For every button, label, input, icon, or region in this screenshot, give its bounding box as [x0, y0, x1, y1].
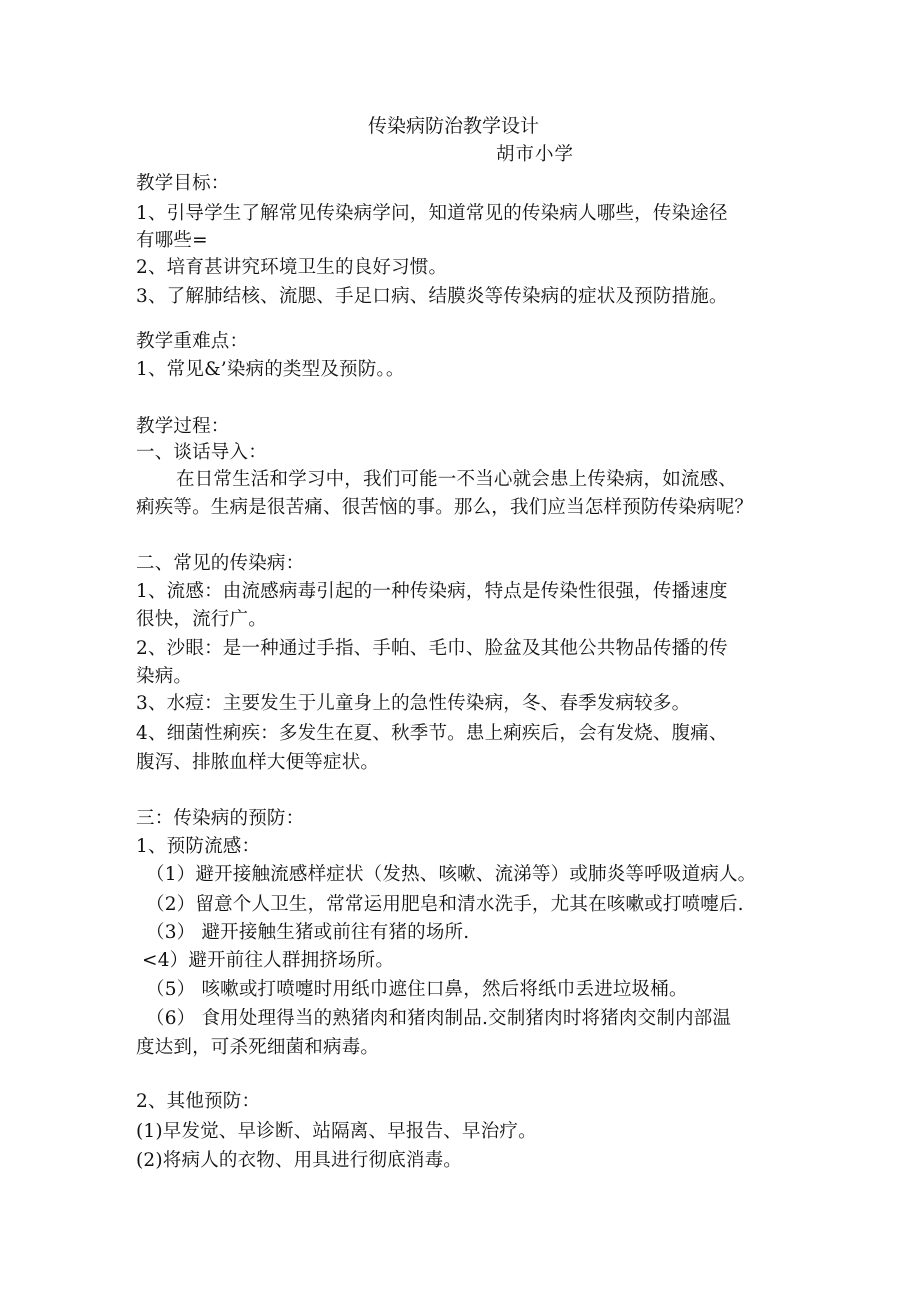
- prevention-2-item-2: (2)将病人的衣物、用具进行彻底消毒。: [136, 1150, 463, 1171]
- prevention-1-item-4: <4）避开前往人群拥挤场所。: [142, 950, 395, 971]
- intro-paragraph-line-2: 痢疾等。生病是很苦痛、很苦恼的事。那么，我们应当怎样预防传染病呢？: [136, 497, 754, 518]
- disease-2-line-1: 2、沙眼：是一种通过手指、手帕、毛巾、脸盆及其他公共物品传播的传: [136, 638, 728, 659]
- intro-paragraph-line-1: 在日常生活和学习中，我们可能一不当心就会患上传染病，如流感、: [176, 469, 738, 490]
- prevention-1-item-2: （2）留意个人卫生，常常运用肥皂和清水洗手，尤其在咳嗽或打喷嚏后.: [146, 894, 744, 915]
- prevention-2-heading: 2、其他预防：: [136, 1091, 261, 1112]
- school-name: 胡市小学: [496, 144, 575, 165]
- heading-teaching-process: 教学过程：: [136, 416, 230, 437]
- heading-key-points: 教学重难点：: [136, 331, 249, 352]
- disease-2-line-2: 染病。: [136, 666, 193, 687]
- disease-1-line-2: 很快，流行广。: [136, 609, 267, 630]
- prevention-1-heading: 1、预防流感：: [136, 836, 261, 857]
- prevention-1-item-6-line-2: 度达到，可杀死细菌和病毒。: [136, 1037, 380, 1058]
- prevention-1-item-5: （5） 咳嗽或打喷嚏时用纸巾遮住口鼻，然后将纸巾丢进垃圾桶。: [146, 979, 688, 1000]
- prevention-2-item-1: (1)早发觉、早诊断、站隔离、早报告、早治疗。: [136, 1121, 537, 1142]
- prevention-1-item-3: （3） 避开接触生猪或前往有猪的场所.: [146, 922, 470, 943]
- disease-4-line-2: 腹泻、排脓血样大便等症状。: [136, 752, 380, 773]
- disease-3: 3、水痘：主要发生于儿童身上的急性传染病，冬、春季发病较多。: [136, 693, 691, 714]
- goal-1-line-2: 有哪些=: [136, 230, 208, 251]
- disease-4-line-1: 4、细菌性痢疾：多发生在夏、秋季节。患上痢疾后，会有发烧、腹痛、: [136, 723, 728, 744]
- document-title: 传染病防治教学设计: [368, 115, 540, 137]
- section-3-heading: 三：传染病的预防：: [136, 808, 305, 829]
- prevention-1-item-6-line-1: （6） 食用处理得当的熟猪肉和猪肉制品.交制猪肉时将猪肉交制内部温: [146, 1008, 732, 1029]
- key-point-1: 1、常见&’染病的类型及预防。。: [136, 359, 405, 380]
- prevention-1-item-1: （1）避开接触流感样症状（发热、咳嗽、流涕等）或肺炎等呼吸道病人。: [146, 864, 757, 885]
- disease-1-line-1: 1、流感：由流感病毒引起的一种传染病，特点是传染性很强，传播速度: [136, 581, 728, 602]
- section-1-heading: 一、谈话导入：: [136, 442, 267, 463]
- goal-3: 3、了解肺结核、流腮、手足口病、结膜炎等传染病的症状及预防措施。: [136, 286, 728, 307]
- goal-1-line-1: 1、引导学生了解常见传染病学问，知道常见的传染病人哪些，传染途径: [136, 203, 728, 224]
- section-2-heading: 二、常见的传染病：: [136, 553, 305, 574]
- heading-teaching-goals: 教学目标：: [136, 173, 230, 194]
- goal-2: 2、培育甚讲究环境卫生的良好习惯。: [136, 257, 448, 278]
